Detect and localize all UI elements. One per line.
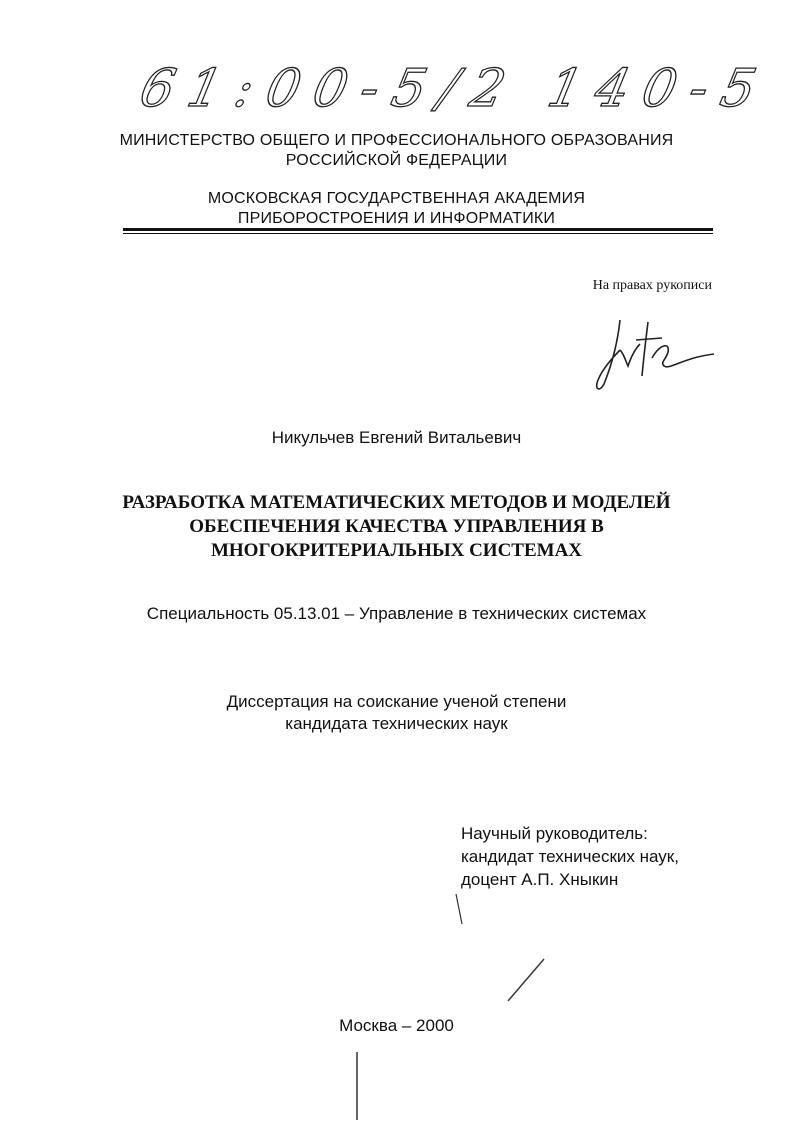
academy-line-2: ПРИБОРОСТРОЕНИЯ И ИНФОРМАТИКИ <box>237 210 556 227</box>
scan-mark-3 <box>350 1050 364 1122</box>
degree-line-2: кандидата технических наук <box>285 714 508 733</box>
author-name: Никульчев Евгений Витальевич <box>271 428 522 447</box>
header-divider-thick <box>123 228 713 231</box>
title-line-2: ОБЕСПЕЧЕНИЯ КАЧЕСТВА УПРАВЛЕНИЯ В <box>189 516 604 537</box>
scan-mark-1 <box>450 890 470 930</box>
handwritten-code-text: 61:00-5/2 140-5 <box>134 58 776 119</box>
handwritten-code-drawing <box>134 48 776 128</box>
dissertation-title <box>0 491 793 563</box>
degree-line-1: Диссертация на соискание ученой степени <box>226 692 567 711</box>
ministry-line-1: МИНИСТЕРСТВО ОБЩЕГО И ПРОФЕССИОНАЛЬНОГО ОБРАЗОВАНИЯ <box>119 132 674 149</box>
supervisor-label: Научный руководитель: <box>461 824 648 843</box>
ministry-header <box>0 131 793 171</box>
signature-drawing <box>590 314 720 394</box>
supervisor-name: доцент А.П. Хныкин <box>461 870 619 889</box>
title-line-3: МНОГОКРИТЕРИАЛЬНЫХ СИСТЕМАХ <box>210 540 583 561</box>
academy-line-1: МОСКОВСКАЯ ГОСУДАРСТВЕННАЯ АКАДЕМИЯ <box>207 190 586 207</box>
degree-statement <box>0 691 793 735</box>
academy-header <box>0 189 793 229</box>
specialty: Специальность 05.13.01 – Управление в технических системах <box>146 604 647 623</box>
signature <box>590 314 720 394</box>
city-year: Москва – 2000 <box>339 1016 454 1035</box>
header-divider-thin <box>123 233 713 234</box>
supervisor-block <box>461 822 679 891</box>
title-line-1: РАЗРАБОТКА МАТЕМАТИЧЕСКИХ МЕТОДОВ И МОДЕЛЕЙ <box>122 492 671 513</box>
rights-note: На правах рукописи <box>592 278 712 293</box>
handwritten-archive-code <box>134 48 776 128</box>
ministry-line-2: РОССИЙСКОЙ ФЕДЕРАЦИИ <box>285 152 508 169</box>
supervisor-degree: кандидат технических наук, <box>461 847 679 866</box>
scan-mark-2 <box>500 955 550 1005</box>
